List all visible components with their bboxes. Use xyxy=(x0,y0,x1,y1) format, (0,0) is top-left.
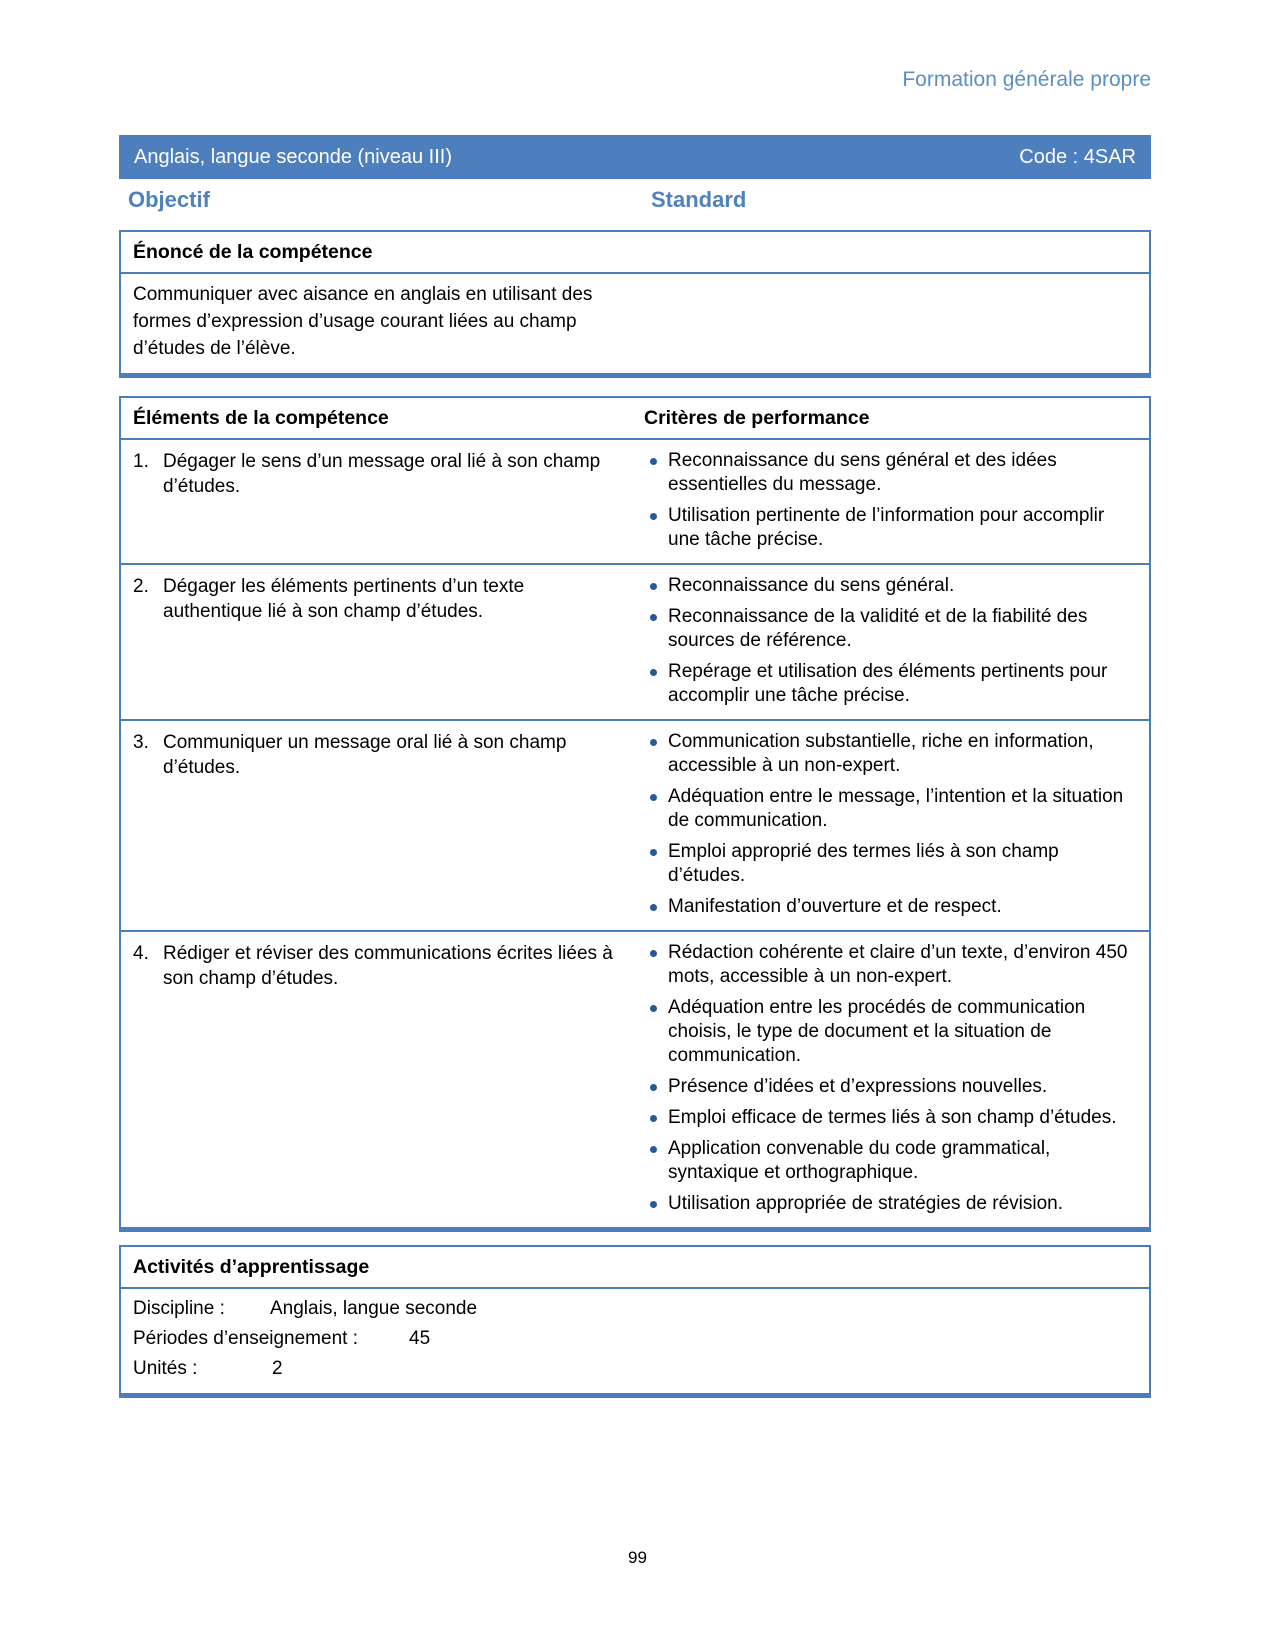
activity-label: Discipline : xyxy=(133,1298,225,1319)
standard-heading: Standard xyxy=(651,187,747,212)
enonce-header: Énoncé de la compétence xyxy=(121,232,1149,274)
element-text: Rédiger et réviser des communications écrites liées à son champ d’études. xyxy=(163,943,613,989)
criteria-list xyxy=(644,941,1135,1216)
objectif-heading: Objectif xyxy=(128,187,210,212)
activites-header: Activités d’apprentissage xyxy=(121,1247,1149,1289)
criteria-cell xyxy=(644,440,1149,563)
criteria-cell xyxy=(644,932,1149,1227)
criteres-header: Critères de performance xyxy=(644,407,870,429)
activity-label: Unités : xyxy=(133,1358,198,1379)
criteria-item: Repérage et utilisation des éléments pertinents pour accomplir une tâche précise. xyxy=(644,660,1135,708)
element-cell xyxy=(121,440,644,563)
element-number: 4. xyxy=(133,943,149,964)
element-number: 2. xyxy=(133,576,149,597)
element-cell xyxy=(121,721,644,930)
criteria-item: Reconnaissance de la validité et de la fiabilité des sources de référence. xyxy=(644,605,1135,653)
criteria-list xyxy=(644,449,1135,552)
criteria-item: Présence d’idées et d’expressions nouvelles. xyxy=(644,1075,1135,1099)
criteria-item: Rédaction cohérente et claire d’un texte, d’environ 450 mots, accessible à un non-expert. xyxy=(644,941,1135,989)
criteria-cell xyxy=(644,565,1149,719)
criteria-item: Application convenable du code grammatical, syntaxique et orthographique. xyxy=(644,1137,1135,1185)
course-title-bar xyxy=(119,135,1151,179)
activites-box xyxy=(119,1245,1151,1398)
criteria-list xyxy=(644,730,1135,919)
criteria-cell xyxy=(644,721,1149,930)
activity-value: 2 xyxy=(272,1358,283,1379)
course-title: Anglais, langue seconde (niveau III) xyxy=(134,145,452,168)
activites-body xyxy=(121,1289,1149,1393)
criteria-item: Communication substantielle, riche en information, accessible à un non-expert. xyxy=(644,730,1135,778)
criteria-item: Emploi approprié des termes liés à son champ d’études. xyxy=(644,840,1135,888)
course-code: Code : 4SAR xyxy=(1019,145,1136,168)
section-eyebrow: Formation générale propre xyxy=(902,68,1151,91)
criteria-list xyxy=(644,574,1135,708)
element-text: Communiquer un message oral lié à son champ d’études. xyxy=(163,732,567,778)
element-text: Dégager les éléments pertinents d’un texte authentique lié à son champ d’études. xyxy=(163,576,525,622)
criteria-item: Adéquation entre le message, l’intention et la situation de communication. xyxy=(644,785,1135,833)
activity-line xyxy=(133,1324,1137,1354)
element-text: Dégager le sens d’un message oral lié à son champ d’études. xyxy=(163,451,601,497)
table-row xyxy=(121,930,1149,1227)
criteria-item: Reconnaissance du sens général. xyxy=(644,574,1135,598)
criteria-item: Utilisation pertinente de l’information pour accomplir une tâche précise. xyxy=(644,504,1135,552)
activity-value: 45 xyxy=(409,1328,431,1349)
column-headings xyxy=(119,187,1151,219)
criteria-item: Emploi efficace de termes liés à son champ d’études. xyxy=(644,1106,1135,1130)
criteria-item: Reconnaissance du sens général et des idées essentielles du message. xyxy=(644,449,1135,497)
elements-header-row xyxy=(121,398,1149,438)
enonce-text: Communiquer avec aisance en anglais en utilisant des formes d’expression d’usage courant liées au champ d’études de l’élève. xyxy=(133,284,593,359)
element-cell xyxy=(121,932,644,1227)
page-number: 99 xyxy=(628,1548,647,1567)
criteria-item: Adéquation entre les procédés de communication choisis, le type de document et la situation de communication. xyxy=(644,996,1135,1068)
elements-header: Éléments de la compétence xyxy=(133,407,389,429)
document-page xyxy=(119,0,1151,1398)
table-row xyxy=(121,563,1149,719)
enonce-box xyxy=(119,230,1151,378)
table-row xyxy=(121,438,1149,563)
activity-label: Périodes d’enseignement : xyxy=(133,1328,358,1349)
element-number: 3. xyxy=(133,732,149,753)
criteria-item: Manifestation d’ouverture et de respect. xyxy=(644,895,1135,919)
enonce-body xyxy=(121,274,1149,373)
criteria-item: Utilisation appropriée de stratégies de révision. xyxy=(644,1192,1135,1216)
activity-value: Anglais, langue seconde xyxy=(270,1298,478,1319)
activity-line xyxy=(133,1294,1137,1324)
table-row xyxy=(121,719,1149,930)
activity-line xyxy=(133,1354,1137,1384)
elements-table xyxy=(119,396,1151,1232)
element-cell xyxy=(121,565,644,719)
element-number: 1. xyxy=(133,451,149,472)
